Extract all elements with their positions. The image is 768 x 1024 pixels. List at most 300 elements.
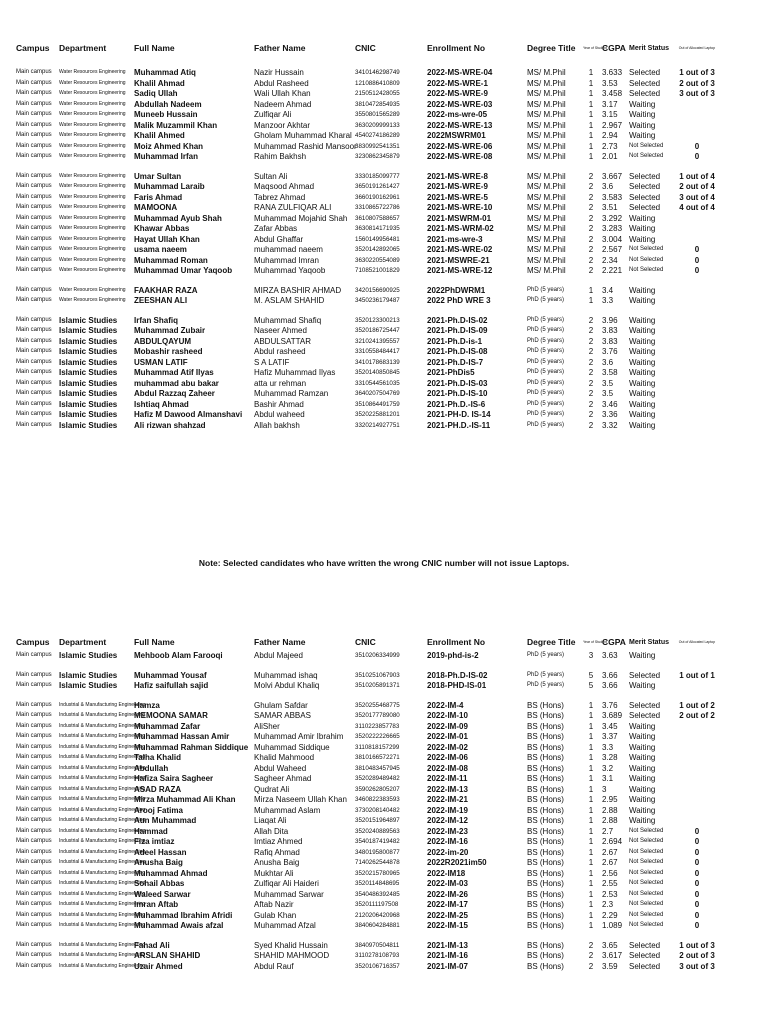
cell-enr: 2022-IM-26 xyxy=(427,889,468,899)
cell-merit: Waiting xyxy=(629,234,656,244)
table-row xyxy=(0,295,768,306)
cell-father: Muhammad Siddique xyxy=(254,742,330,752)
cell-enr: 2022-IM-13 xyxy=(427,784,468,794)
cell-dept: Water Resources Engineering xyxy=(59,297,126,303)
cell-year: 1 xyxy=(588,700,594,710)
header-campus: Campus xyxy=(16,43,50,53)
cell-year: 1 xyxy=(588,868,594,878)
cell-deg: BS (Hons) xyxy=(527,711,564,720)
cell-cnic: 3230862345879 xyxy=(355,153,400,160)
cell-cgpa: 2.694 xyxy=(602,837,623,846)
cell-cgpa: 2.55 xyxy=(602,879,618,888)
cell-campus: Main campus xyxy=(16,712,52,718)
cell-enr: 2022-IM-06 xyxy=(427,753,468,762)
cell-cgpa: 3.633 xyxy=(602,68,623,77)
cell-year: 1 xyxy=(588,837,594,846)
table-row xyxy=(0,731,768,742)
cell-enr: 2021-MS-WRE-02 xyxy=(427,245,493,254)
cell-name: Uzair Ahmed xyxy=(134,961,183,971)
cell-cgpa: 3.32 xyxy=(602,420,618,430)
table-row xyxy=(0,78,768,89)
cell-enr: 2022-MS-WRE-04 xyxy=(427,68,493,77)
cell-alloc: 1 out of 1 xyxy=(679,670,715,680)
cell-cgpa: 2.967 xyxy=(602,120,623,130)
cell-enr: 2022-IM-03 xyxy=(427,879,468,888)
header-cgpa: CGPA xyxy=(602,637,626,647)
cell-campus: Main campus xyxy=(16,952,52,958)
cell-dept: Islamic Studies xyxy=(59,681,118,690)
cell-dept: Industrial & Manufacturing Engineering xyxy=(59,785,146,792)
cell-deg: MS/ M.Phil xyxy=(527,131,566,140)
cell-enr: 2022 PhD WRE 3 xyxy=(427,296,491,305)
cell-enr: 2022-MS-WRE-9 xyxy=(427,89,488,98)
cell-name: Muhammad Atiq xyxy=(134,68,196,77)
cell-name: Waleed Sarwar xyxy=(134,889,191,899)
cell-merit: Not Selected xyxy=(629,901,664,907)
cell-merit: Not Selected xyxy=(629,246,664,252)
cell-merit: Selected xyxy=(629,182,661,191)
cell-father: Maqsood Ahmad xyxy=(254,182,315,191)
cell-father: Rahim Bakhsh xyxy=(254,152,307,161)
cell-father: Muhammad Yaqoob xyxy=(254,266,326,275)
cell-cgpa: 3.689 xyxy=(602,711,623,720)
cell-dept: Islamic Studies xyxy=(59,399,118,409)
cell-cgpa: 2.56 xyxy=(602,868,618,878)
cell-cgpa: 3.292 xyxy=(602,213,623,223)
cell-dept: Water Resources Engineering xyxy=(59,235,126,242)
cell-deg: BS (Hons) xyxy=(527,837,564,846)
table-header xyxy=(0,43,768,54)
cell-cnic: 3110278108793 xyxy=(355,952,400,959)
cell-year: 1 xyxy=(588,763,594,773)
cell-dept: Water Resources Engineering xyxy=(59,142,126,149)
cell-dept: Industrial & Manufacturing Engineering xyxy=(59,901,146,907)
cell-alloc: 2 out of 3 xyxy=(679,78,715,88)
cell-deg: BS (Hons) xyxy=(527,826,564,836)
cell-name: Ishtiaq Ahmad xyxy=(134,399,189,409)
cell-merit: Selected xyxy=(629,961,661,971)
cell-merit: Not Selected xyxy=(629,267,664,273)
table-row xyxy=(0,763,768,774)
cell-father: Imtiaz Ahmed xyxy=(254,837,303,846)
cell-year: 1 xyxy=(588,774,594,783)
cell-campus: Main campus xyxy=(16,348,52,354)
cell-deg: PhD (5 years) xyxy=(527,411,565,417)
cell-deg: MS/ M.Phil xyxy=(527,171,566,181)
cell-dept: Islamic Studies xyxy=(59,378,118,388)
cell-alloc: 0 xyxy=(694,910,700,920)
table-row xyxy=(0,399,768,410)
cell-cnic: 3410146298749 xyxy=(355,69,400,76)
cell-campus: Main campus xyxy=(16,764,52,771)
table-row xyxy=(0,710,768,721)
table-row xyxy=(0,878,768,889)
cell-dept: Islamic Studies xyxy=(59,389,118,398)
cell-dept: Islamic Studies xyxy=(59,347,118,356)
cell-cgpa: 2.95 xyxy=(602,795,618,804)
cell-cnic: 3450236179487 xyxy=(355,297,400,304)
cell-father: Abdul Ghaffar xyxy=(254,234,304,244)
cell-father: S A LATIF xyxy=(254,357,290,367)
cell-cgpa: 3.83 xyxy=(602,336,618,346)
cell-campus: Main campus xyxy=(16,121,52,128)
table-row xyxy=(0,752,768,763)
header-campus: Campus xyxy=(16,637,50,647)
cell-deg: BS (Hons) xyxy=(527,879,564,888)
cell-name: Umar Sultan xyxy=(134,171,182,181)
cell-deg: BS (Hons) xyxy=(527,721,564,731)
cell-name: Muhammad Umar Yaqoob xyxy=(134,266,233,275)
cell-cgpa: 3.36 xyxy=(602,410,618,419)
cell-year: 2 xyxy=(588,940,594,950)
cell-name: Muhammad Ibrahim Afridi xyxy=(134,910,233,920)
header-alloc: Out of Allocated Laptop xyxy=(678,46,716,50)
cell-cgpa: 2.221 xyxy=(602,266,623,275)
cell-name: Hafiz saifullah sajid xyxy=(134,681,209,690)
table-row xyxy=(0,784,768,795)
cell-alloc: 0 xyxy=(694,889,700,899)
cell-alloc: 0 xyxy=(694,879,700,888)
cell-name: Muhammad Zubair xyxy=(134,326,206,335)
cell-deg: PhD (5 years) xyxy=(527,286,565,293)
cell-campus: Main campus xyxy=(16,911,52,918)
cell-father: Mirza Naseem Ullah Khan xyxy=(254,795,347,804)
cell-father: Rafiq Ahmad xyxy=(254,847,300,857)
cell-cgpa: 3.65 xyxy=(602,940,618,950)
cell-enr: 2022-IM-4 xyxy=(427,700,464,710)
cell-campus: Main campus xyxy=(16,400,52,407)
cell-cnic: 3840604284881 xyxy=(355,922,400,929)
cell-campus: Main campus xyxy=(16,775,52,781)
cell-merit: Waiting xyxy=(629,296,656,305)
cell-enr: 2021-MS-WRE-10 xyxy=(427,203,493,212)
cell-enr: 2022-IM-01 xyxy=(427,732,468,741)
cell-name: ZEESHAN ALI xyxy=(134,296,188,305)
cell-dept: Industrial & Manufacturing Engineering xyxy=(59,838,146,844)
cell-dept: Water Resources Engineering xyxy=(59,132,126,138)
cell-deg: BS (Hons) xyxy=(527,961,564,971)
cell-father: Muhammad Imran xyxy=(254,255,319,265)
cell-father: Muhammad Afzal xyxy=(254,921,316,930)
cell-enr: 2021-Ph.D.-IS-6 xyxy=(427,399,486,409)
cell-cnic: 3520186725447 xyxy=(355,327,400,334)
table-row xyxy=(0,151,768,162)
cell-father: Abdul waheed xyxy=(254,410,305,419)
cell-cnic: 3110818157299 xyxy=(355,743,400,751)
cell-deg: PhD (5 years) xyxy=(527,369,565,375)
cell-cnic: 3310544561035 xyxy=(355,379,400,387)
cell-campus: Main campus xyxy=(16,421,52,428)
cell-alloc: 3 out of 3 xyxy=(679,89,715,98)
header-enrollment: Enrollment No xyxy=(427,637,486,647)
cell-dept: Islamic Studies xyxy=(59,336,118,346)
cell-merit: Waiting xyxy=(629,326,656,335)
cell-cnic: 3590262805207 xyxy=(355,785,400,793)
cell-name: Muhammad Zafar xyxy=(134,721,201,731)
cell-cgpa: 3.59 xyxy=(602,961,618,971)
table-row xyxy=(0,171,768,182)
cell-enr: 2021-MS-WRE-9 xyxy=(427,182,488,191)
cell-deg: MS/ M.Phil xyxy=(527,110,566,119)
cell-name: FAAKHAR RAZA xyxy=(134,285,198,295)
cell-year: 1 xyxy=(588,68,594,77)
cell-merit: Selected xyxy=(629,700,661,710)
cell-merit: Not Selected xyxy=(629,256,664,263)
cell-enr: 2021-PH-D. IS-14 xyxy=(427,410,491,419)
cell-cnic: 3520106716357 xyxy=(355,962,400,970)
cell-campus: Main campus xyxy=(16,962,52,969)
cell-year: 1 xyxy=(588,285,594,295)
cell-merit: Selected xyxy=(629,711,661,720)
cell-deg: BS (Hons) xyxy=(527,732,564,741)
cell-name: Khalil Ahmed xyxy=(134,131,185,140)
cell-cgpa: 3.4 xyxy=(602,285,614,295)
cell-enr: 2022-IM18 xyxy=(427,868,466,878)
cell-father: Zulfiqar Ali xyxy=(254,110,292,119)
cell-cgpa: 3.3 xyxy=(602,296,614,305)
cell-dept: Industrial & Manufacturing Engineering xyxy=(59,952,146,958)
table-row xyxy=(0,670,768,681)
cell-name: Muneeb Hussain xyxy=(134,110,198,119)
cell-deg: BS (Hons) xyxy=(527,784,564,794)
cell-father: Muhammad Aslam xyxy=(254,805,321,815)
cell-year: 1 xyxy=(588,858,594,867)
cell-merit: Selected xyxy=(629,192,661,202)
cell-merit: Waiting xyxy=(629,336,656,346)
cell-dept: Water Resources Engineering xyxy=(59,286,126,293)
cell-alloc: 0 xyxy=(694,868,700,878)
cell-dept: Industrial & Manufacturing Engineering xyxy=(59,880,146,886)
table-row xyxy=(0,950,768,961)
cell-merit: Waiting xyxy=(629,378,656,388)
table-row xyxy=(0,244,768,255)
cell-merit: Not Selected xyxy=(629,911,664,918)
cell-campus: Main campus xyxy=(16,733,52,739)
cell-father: Muhammad ishaq xyxy=(254,670,318,680)
cell-merit: Waiting xyxy=(629,774,656,783)
cell-year: 5 xyxy=(588,681,594,690)
cell-year: 1 xyxy=(588,910,594,920)
table-row xyxy=(0,857,768,868)
cell-father: ABDULSATTAR xyxy=(254,336,312,346)
cell-year: 1 xyxy=(588,732,594,741)
cell-alloc: 2 out of 3 xyxy=(679,951,715,960)
cell-name: Hafiz M Dawood Almanshavi xyxy=(134,410,243,419)
cell-enr: 2022-IM-12 xyxy=(427,816,468,825)
cell-dept: Industrial & Manufacturing Engineering xyxy=(59,848,146,855)
cell-deg: MS/ M.Phil xyxy=(527,120,566,130)
table-row xyxy=(0,99,768,110)
cell-enr: 2022-ms-wre-05 xyxy=(427,110,488,119)
cell-enr: 2021-MS-WRE-8 xyxy=(427,171,488,181)
header-full-name: Full Name xyxy=(134,43,175,53)
cell-dept: Water Resources Engineering xyxy=(59,69,126,75)
cell-year: 1 xyxy=(588,78,594,88)
table-row xyxy=(0,223,768,234)
cell-campus: Main campus xyxy=(16,880,52,886)
cell-campus: Main campus xyxy=(16,806,52,813)
cell-dept: Islamic Studies xyxy=(59,357,118,367)
cell-cgpa: 2.7 xyxy=(602,826,614,836)
cell-dept: Industrial & Manufacturing Engineering xyxy=(59,722,146,729)
cell-cnic: 3650191261427 xyxy=(355,183,400,190)
cell-enr: 2022-IM-15 xyxy=(427,921,468,930)
cell-cgpa: 3.51 xyxy=(602,203,618,212)
cell-year: 5 xyxy=(588,670,594,680)
table-row xyxy=(0,409,768,420)
cell-cgpa: 3.66 xyxy=(602,681,618,690)
cell-cnic: 3480195800877 xyxy=(355,848,400,856)
table-row xyxy=(0,836,768,847)
cell-dept: Water Resources Engineering xyxy=(59,79,126,86)
cell-merit: Waiting xyxy=(629,816,656,825)
cell-alloc: 3 out of 3 xyxy=(679,961,715,971)
cell-merit: Waiting xyxy=(629,784,656,794)
cell-alloc: 1 out of 3 xyxy=(679,68,715,77)
cell-campus: Main campus xyxy=(16,90,52,96)
cell-campus: Main campus xyxy=(16,69,52,75)
cell-merit: Waiting xyxy=(629,763,656,773)
cell-year: 2 xyxy=(588,389,594,398)
cell-campus: Main campus xyxy=(16,193,52,200)
cell-year: 2 xyxy=(588,255,594,265)
cell-name: Muhammad Laraib xyxy=(134,182,205,191)
header-merit: Merit Status xyxy=(629,639,670,646)
cell-name: Sadiq Ullah xyxy=(134,89,178,98)
cell-campus: Main campus xyxy=(16,785,52,792)
cell-merit: Selected xyxy=(629,951,661,960)
cell-merit: Waiting xyxy=(629,120,656,130)
cell-enr: 2022-IM-23 xyxy=(427,826,468,836)
cell-father: Liaqat Ali xyxy=(254,816,287,825)
table-row xyxy=(0,192,768,203)
cell-campus: Main campus xyxy=(16,172,52,179)
cell-dept: Water Resources Engineering xyxy=(59,111,126,117)
header-merit: Merit Status xyxy=(629,45,670,52)
cell-merit: Not Selected xyxy=(629,153,664,159)
cell-merit: Not Selected xyxy=(629,922,664,928)
cell-deg: BS (Hons) xyxy=(527,700,564,710)
cell-name: Abdullah Nadeem xyxy=(134,99,202,109)
cell-merit: Selected xyxy=(629,89,661,98)
cell-cnic: 3520289489482 xyxy=(355,775,400,782)
cell-year: 1 xyxy=(588,131,594,140)
header-department: Department xyxy=(59,43,107,53)
cell-name: Hayat Ullah Khan xyxy=(134,234,200,244)
cell-name: Khalil Ahmad xyxy=(134,78,185,88)
cell-dept: Industrial & Manufacturing Engineering xyxy=(59,817,146,823)
cell-cgpa: 2.67 xyxy=(602,847,618,857)
cell-campus: Main campus xyxy=(16,652,52,658)
cell-campus: Main campus xyxy=(16,79,52,86)
cell-cnic: 3550801565289 xyxy=(355,111,400,118)
cell-cgpa: 3.458 xyxy=(602,89,623,98)
table-row xyxy=(0,847,768,858)
cell-cnic: 3330185099777 xyxy=(355,172,400,180)
cell-cnic: 3730208140482 xyxy=(355,806,400,814)
cell-enr: 2021-MS-WRE-12 xyxy=(427,266,493,275)
cell-cnic: 3310865722786 xyxy=(355,204,400,211)
table-row xyxy=(0,67,768,78)
cell-merit: Selected xyxy=(629,78,661,88)
cell-enr: 2022-IM-02 xyxy=(427,742,468,752)
table-row xyxy=(0,420,768,431)
cell-enr: 2021-PhDis5 xyxy=(427,368,475,377)
laptop-note: Note: Selected candidates who have written the wrong CNIC number will not issue Laptops. xyxy=(198,558,570,568)
cell-campus: Main campus xyxy=(16,859,52,865)
cell-campus: Main campus xyxy=(16,379,52,386)
cell-deg: BS (Hons) xyxy=(527,868,564,878)
cell-name: Muhammad Awais afzal xyxy=(134,921,224,930)
header-year: Year of Student xyxy=(583,46,608,50)
cell-deg: MS/ M.Phil xyxy=(527,245,566,254)
cell-father: muhammad naeem xyxy=(254,245,323,254)
table-row xyxy=(0,88,768,99)
cell-cnic: 3520177789080 xyxy=(355,712,400,719)
cell-father: Abdul rasheed xyxy=(254,347,306,356)
cell-campus: Main campus xyxy=(16,358,52,365)
cell-cgpa: 3.17 xyxy=(602,99,618,109)
cell-father: Gholam Muhammad Kharal xyxy=(254,131,352,140)
table-row xyxy=(0,920,768,931)
cell-dept: Industrial & Manufacturing Engineering xyxy=(59,911,146,918)
cell-cnic: 2120206420968 xyxy=(355,911,400,919)
cell-deg: BS (Hons) xyxy=(527,805,564,815)
cell-year: 2 xyxy=(588,203,594,212)
cell-dept: Industrial & Manufacturing Engineering xyxy=(59,859,146,865)
cell-cnic: 3210241395557 xyxy=(355,337,400,345)
cell-father: Abdul Rasheed xyxy=(254,78,309,88)
cell-year: 2 xyxy=(588,420,594,430)
cell-father: Zulfiqar Ali Haideri xyxy=(254,879,319,888)
cell-father: Ghulam Safdar xyxy=(254,700,308,710)
cell-name: Malik Muzammil Khan xyxy=(134,120,218,130)
cell-campus: Main campus xyxy=(16,890,52,897)
cell-year: 2 xyxy=(588,368,594,377)
cell-campus: Main campus xyxy=(16,827,52,834)
cell-father: SHAHID MAHMOOD xyxy=(254,951,330,960)
cell-deg: MS/ M.Phil xyxy=(527,152,566,161)
table-row xyxy=(0,346,768,357)
cell-cnic: 3630209999133 xyxy=(355,121,400,129)
table-row xyxy=(0,285,768,296)
cell-year: 1 xyxy=(588,826,594,836)
cell-dept: Industrial & Manufacturing Engineering xyxy=(59,712,146,718)
cell-father: Muhammad Mojahid Shah xyxy=(254,213,348,223)
cell-cnic: 3540187419482 xyxy=(355,838,400,845)
cell-father: Hafiz Muhammad Ilyas xyxy=(254,368,336,377)
header-father-name: Father Name xyxy=(254,637,306,647)
cell-year: 1 xyxy=(588,879,594,888)
cell-year: 2 xyxy=(588,410,594,419)
cell-father: Tabrez Ahmad xyxy=(254,192,306,202)
cell-name: Muhammad Ahmad xyxy=(134,868,208,878)
cell-merit: Not Selected xyxy=(629,890,664,897)
cell-merit: Selected xyxy=(629,171,661,181)
cell-campus: Main campus xyxy=(16,390,52,396)
cell-cgpa: 3.53 xyxy=(602,78,618,88)
cell-cnic: 1560149956481 xyxy=(355,235,400,243)
cell-cgpa: 3.283 xyxy=(602,224,623,233)
cell-cnic: 3830992541351 xyxy=(355,142,400,150)
cell-dept: Water Resources Engineering xyxy=(59,100,126,107)
table-row xyxy=(0,388,768,399)
cell-enr: 2021-ms-wre-3 xyxy=(427,234,483,244)
cell-father: M. ASLAM SHAHID xyxy=(254,296,325,305)
cell-enr: 2022-MS-WRE-06 xyxy=(427,141,493,151)
cell-year: 2 xyxy=(588,315,594,325)
cell-cgpa: 2.34 xyxy=(602,255,618,265)
